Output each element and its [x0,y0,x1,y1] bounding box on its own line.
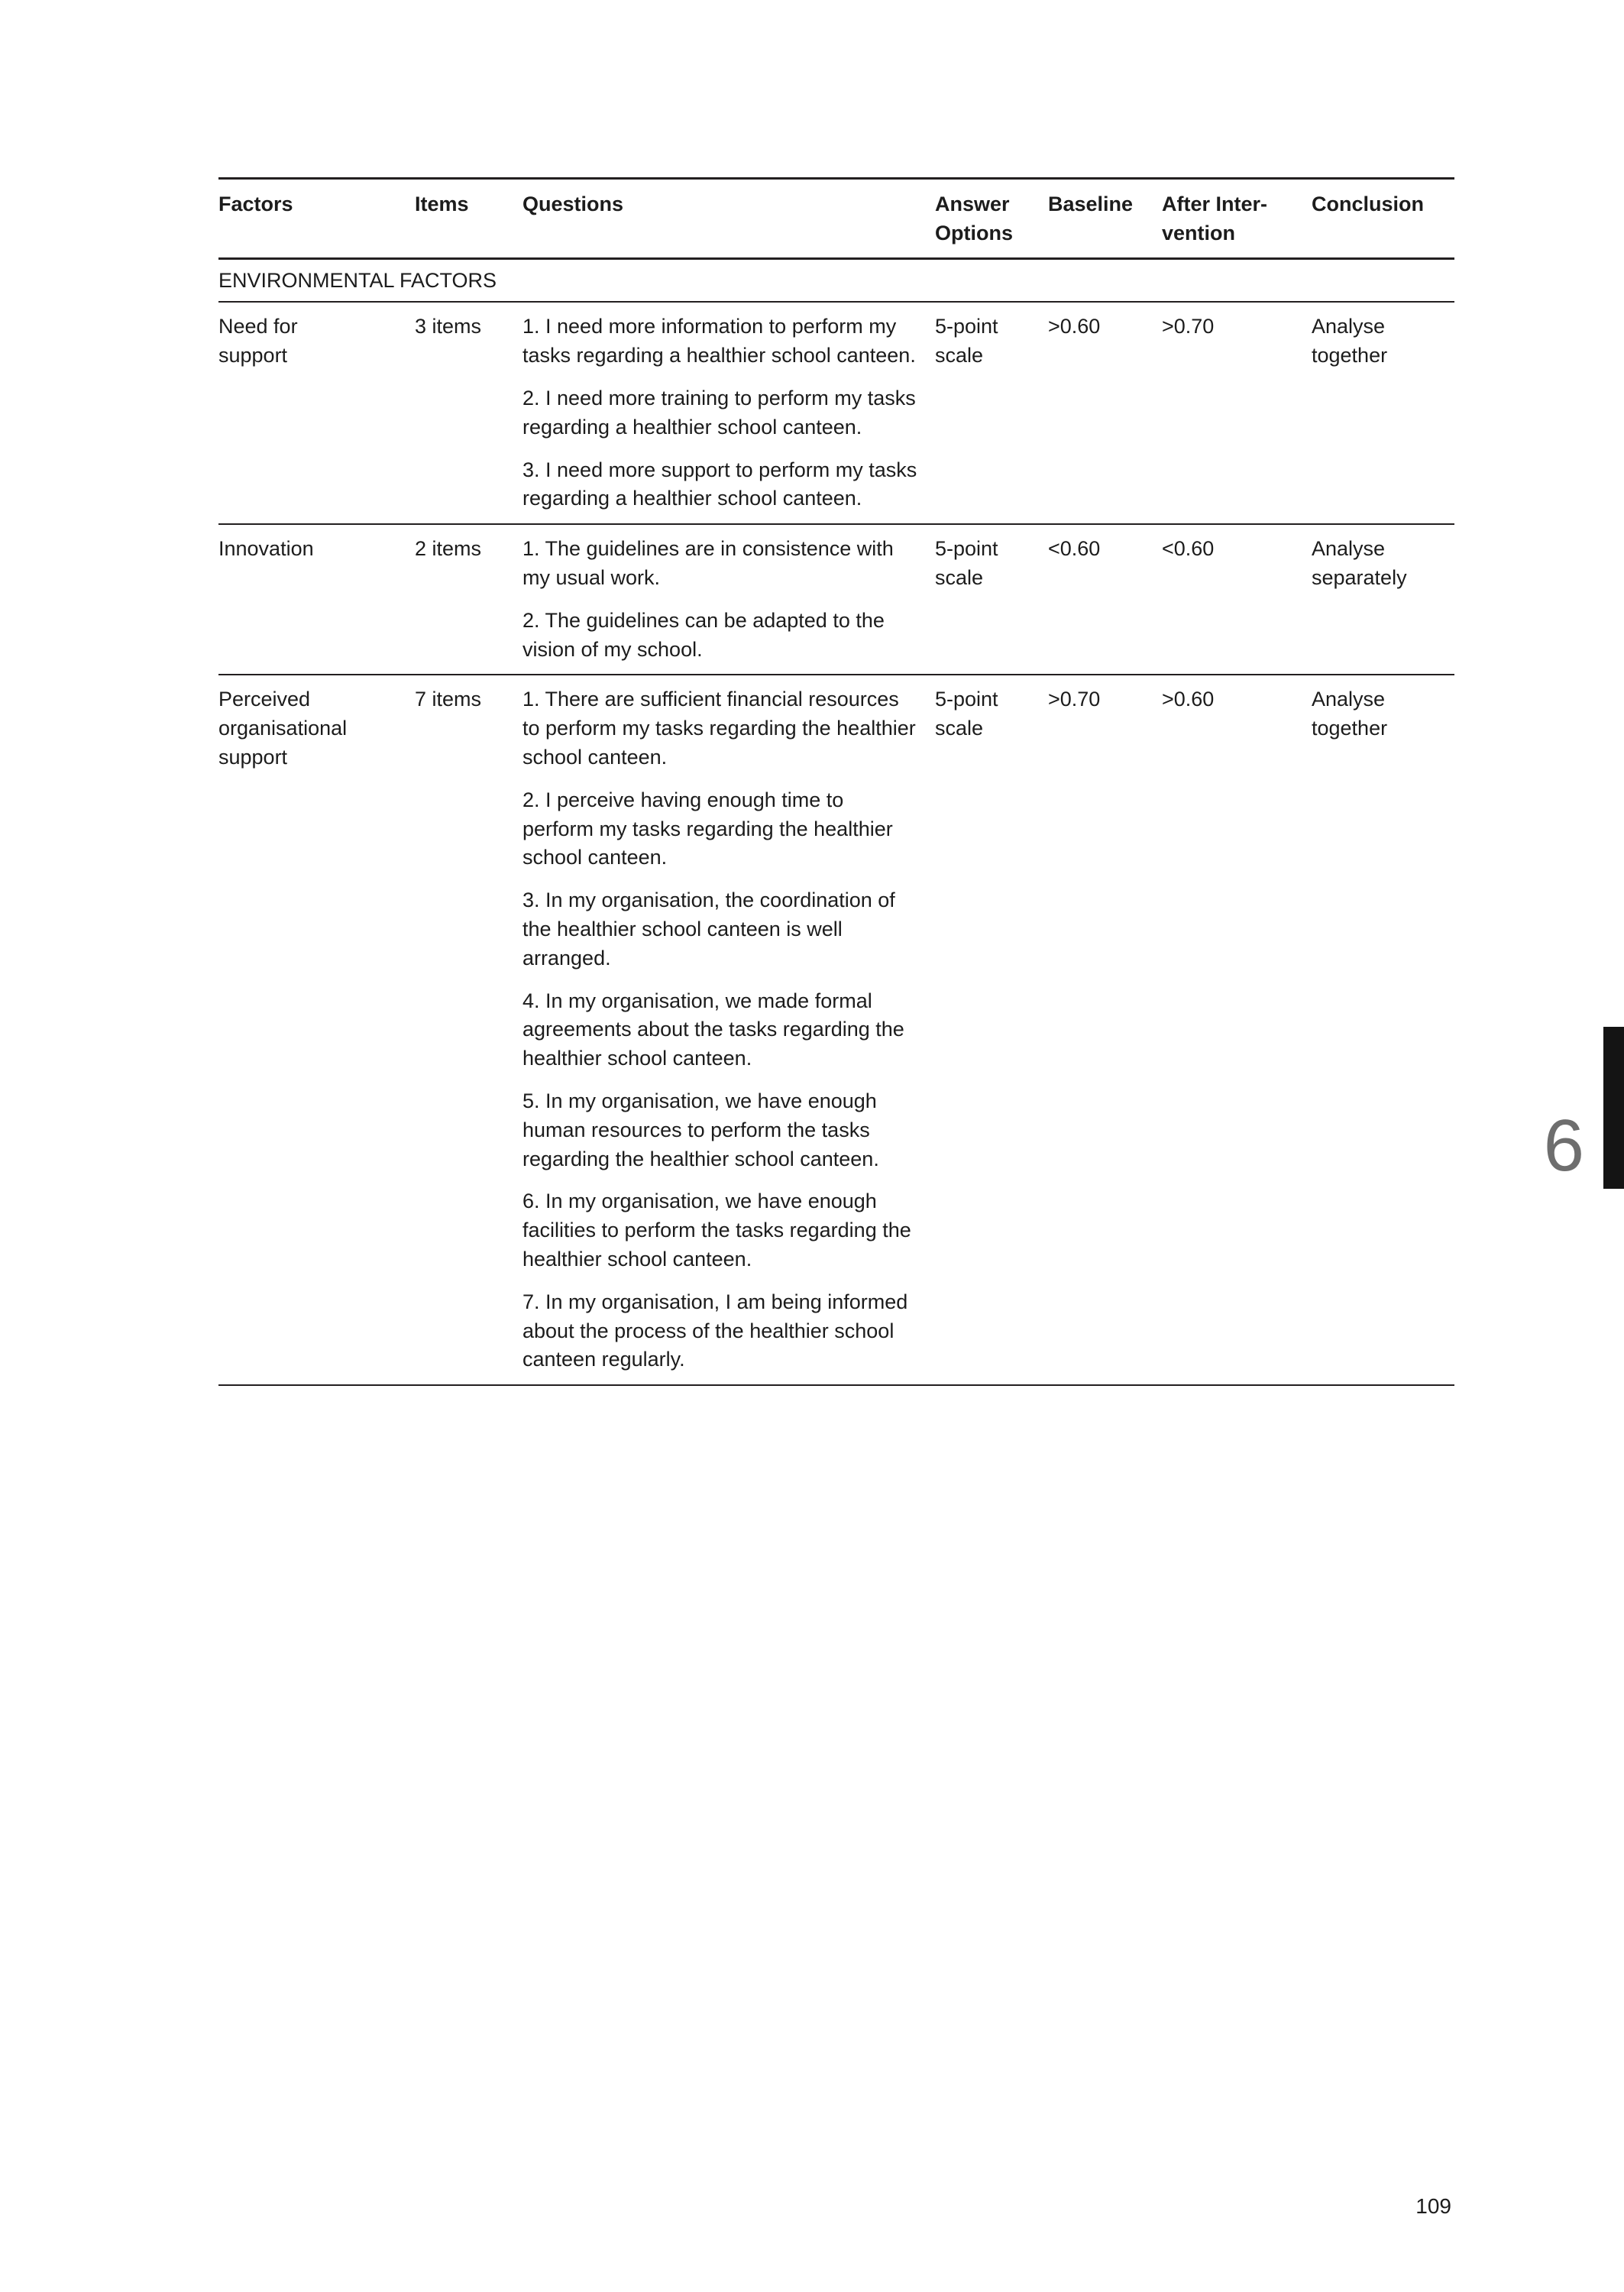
table-header-row [218,179,1454,259]
questions-cell [522,675,935,1385]
baseline-value: >0.70 [1048,675,1162,1385]
baseline-value: >0.60 [1048,302,1162,524]
header-after-intervention: After Inter-vention [1162,179,1312,259]
items-count: 7 items [415,675,522,1385]
factor-cell [218,675,415,1385]
table-row [218,524,1454,675]
question-item: 1. I need more information to perform my tasks regarding a healthier school canteen. [522,315,916,367]
questions-cell [522,524,935,675]
question-item: 5. In my organisation, we have enough human resources to perform the tasks regarding the healthier school canteen. [522,1089,879,1170]
factors-table [218,177,1454,1386]
question-item: 2. I perceive having enough time to perform my tasks regarding the healthier school canteen. [522,788,893,869]
table-row [218,675,1454,1385]
section-header: ENVIRONMENTAL FACTORS [218,258,1454,302]
factor-name: Innovation [218,537,314,561]
header-questions: Questions [522,179,935,259]
answer-options-value: 5-point scale [935,524,1048,675]
question-item: 4. In my organisation, we made formal agreements about the tasks regarding the healthier school canteen. [522,989,904,1070]
question-item: 2. The guidelines can be adapted to the vision of my school. [522,608,885,661]
after-intervention-value: >0.60 [1162,675,1312,1385]
conclusion-value: Analyse together [1312,302,1454,524]
section-row [218,258,1454,302]
factor-cell [218,302,415,524]
header-answer-options: Answer Options [935,179,1048,259]
header-baseline: Baseline [1048,179,1162,259]
header-factors: Factors [218,179,415,259]
chapter-tab-bar [1603,1027,1624,1189]
question-item: 6. In my organisation, we have enough facilities to perform the tasks regarding the healthier school canteen. [522,1190,911,1271]
question-item: 7. In my organisation, I am being informed about the process of the healthier school canteen regularly. [522,1290,908,1371]
items-count: 3 items [415,302,522,524]
header-conclusion: Conclusion [1312,179,1454,259]
page-number: 109 [1415,2194,1451,2218]
question-item: 2. I need more training to perform my tasks regarding a healthier school canteen. [522,386,916,439]
question-item: 3. In my organisation, the coordination of the healthier school canteen is well arranged. [522,889,895,970]
answer-options-value: 5-point scale [935,302,1048,524]
question-item: 1. The guidelines are in consistence with my usual work. [522,537,894,589]
header-items: Items [415,179,522,259]
factor-name: Perceived organisational support [218,688,348,769]
factor-name: Need for support [218,315,298,367]
questions-cell [522,302,935,524]
baseline-value: <0.60 [1048,524,1162,675]
conclusion-value: Analyse separately [1312,524,1454,675]
conclusion-value: Analyse together [1312,675,1454,1385]
factor-cell [218,524,415,675]
after-intervention-value: <0.60 [1162,524,1312,675]
question-item: 1. There are sufficient financial resources to perform my tasks regarding the healthier school canteen. [522,688,916,769]
table-row [218,302,1454,524]
after-intervention-value: >0.70 [1162,302,1312,524]
answer-options-value: 5-point scale [935,675,1048,1385]
items-count: 2 items [415,524,522,675]
chapter-number: 6 [1543,1105,1584,1186]
question-item: 3. I need more support to perform my tasks regarding a healthier school canteen. [522,458,917,510]
